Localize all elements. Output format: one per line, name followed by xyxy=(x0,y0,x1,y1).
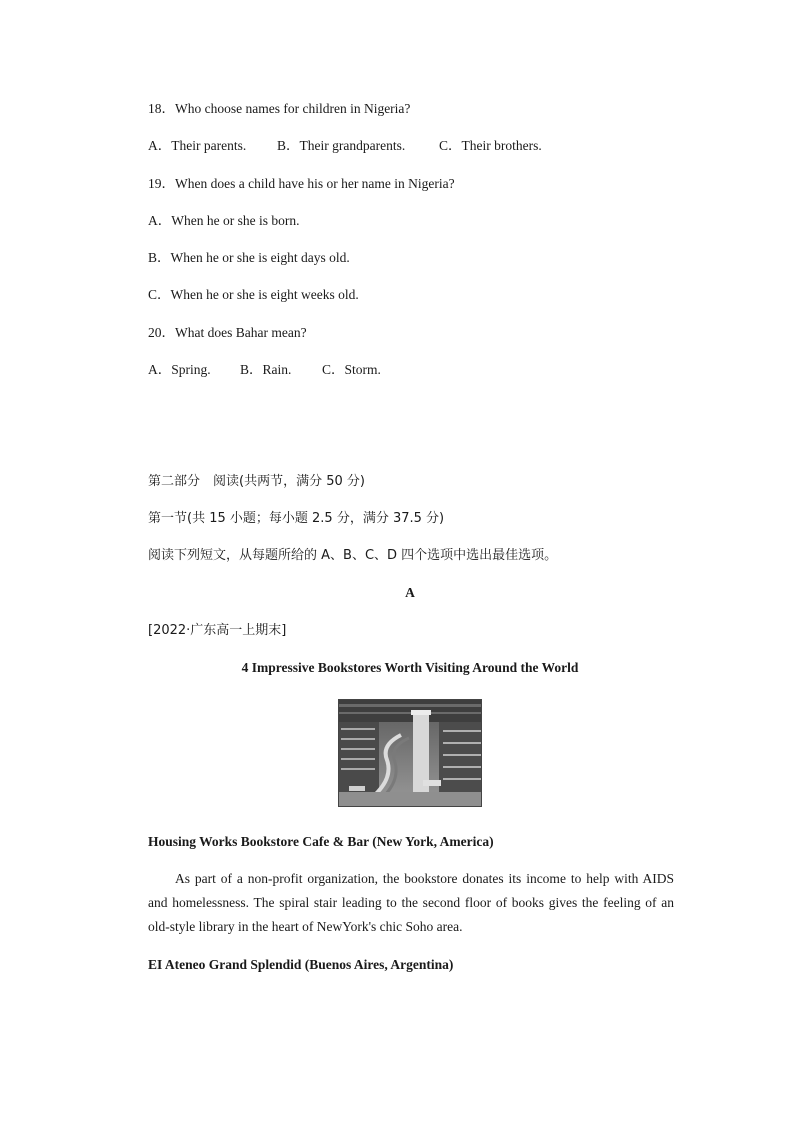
store-2-heading: EI Ateneo Grand Splendid (Buenos Aires, Argentina) xyxy=(148,957,454,972)
question-18-option-b: B．Their grandparents. xyxy=(277,138,406,153)
question-19-option-a: A．When he or she is born. xyxy=(148,213,300,228)
passage-letter: A xyxy=(405,585,415,600)
part-title: 第二部分 阅读(共两节，满分 50 分) xyxy=(148,474,365,489)
instruction: 阅读下列短文，从每题所给的 A、B、C、D 四个选项中选出最佳选项。 xyxy=(148,548,558,563)
question-20-option-c: C．Storm. xyxy=(322,362,381,377)
question-20-option-b: B．Rain. xyxy=(240,362,292,377)
store-1-heading: Housing Works Bookstore Cafe & Bar (New York, America) xyxy=(148,834,494,849)
question-19-option-c: C．When he or she is eight weeks old. xyxy=(148,287,359,302)
bookstore-photo xyxy=(338,699,482,807)
question-18-option-c: C．Their brothers. xyxy=(439,138,542,153)
article-title: 4 Impressive Bookstores Worth Visiting Around the World xyxy=(241,660,579,675)
question-20-options xyxy=(148,361,381,379)
question-18-options xyxy=(148,137,542,155)
question-19-option-b: B．When he or she is eight days old. xyxy=(148,250,350,265)
passage-source: [2022·广东高一上期末] xyxy=(148,623,287,638)
question-20-stem: 20．What does Bahar mean? xyxy=(148,325,307,340)
question-18-stem: 18．Who choose names for children in Nigeria? xyxy=(148,101,411,116)
question-18-option-a: A．Their parents. xyxy=(148,138,247,153)
store-1-paragraph xyxy=(148,867,674,939)
section-title: 第一节(共 15 小题；每小题 2.5 分，满分 37.5 分) xyxy=(148,511,445,526)
question-19-stem: 19．When does a child have his or her name in Nigeria? xyxy=(148,176,455,191)
store-1-paragraph-text: As part of a non-profit organization, the bookstore donates its income to help with AIDS and homelessness. The spiral stair leading to the second floor of books gives the feeling of an old-style library in the heart of NewYork's chic Soho area. xyxy=(148,871,674,934)
question-20-option-a: A．Spring. xyxy=(148,362,211,377)
